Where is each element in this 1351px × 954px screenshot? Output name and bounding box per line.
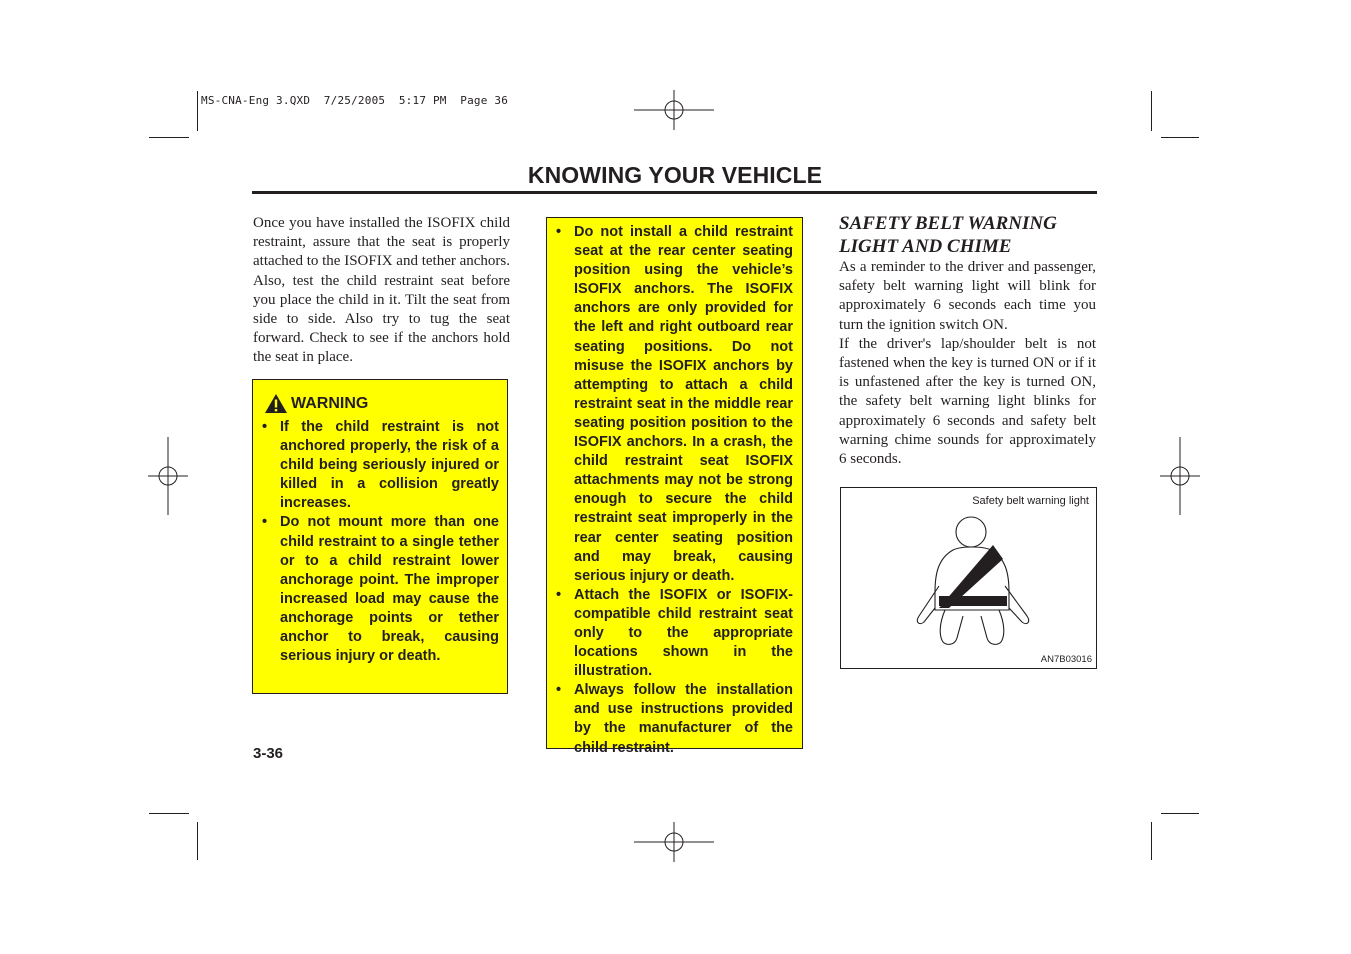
warning-item: • Always follow the installation and use instructions provided by the manufacturer of the child restraint. xyxy=(556,681,793,757)
registration-mark-top-icon xyxy=(634,90,714,130)
warning-continued-box xyxy=(546,217,803,756)
warning-triangle-icon xyxy=(264,393,288,414)
section-title: SAFETY BELT WARNING LIGHT AND CHIME xyxy=(839,213,1057,257)
registration-mark-right-icon xyxy=(1160,437,1200,515)
section-paragraph: If the driver's lap/shoulder belt is not fastened when the key is turned ON or if it is unfastened after the key is turned ON, the safety belt warning light blinks for approximately 6 seconds and safety belt warning chime sounds for approximately 6 seconds. xyxy=(839,335,1096,468)
figure-code: AN7B03016 xyxy=(1040,654,1092,665)
figure-label: Safety belt warning light xyxy=(972,495,1089,507)
warning-heading-text: WARNING xyxy=(291,394,369,412)
registration-mark-left-icon xyxy=(148,437,188,515)
section-paragraph: As a reminder to the driver and passenger, safety belt warning light will blink for approximately 6 seconds each time you turn the ignition switch ON. xyxy=(839,259,1096,333)
printer-slug: MS-CNA-Eng 3.QXD 7/25/2005 5:17 PM Page 36 xyxy=(201,94,509,107)
warning-item: • If the child restraint is not anchored properly, the risk of a child being seriously injured or killed in a collision greatly increases. xyxy=(262,418,499,513)
warning-item: • Do not install a child restraint seat at the rear center seating position using the vehicle’s ISOFIX anchors. The ISOFIX anchors are only provided for the left and right outboard rear seating positions. Do not misuse the ISOFIX anchors by attempting to attach a child restraint seat in the middle rear seating position position to the ISOFIX anchors. In a crash, the child restraint seat ISOFIX attachments may not be strong enough to secure the child restraint seat improperly in the rear center seating position and may break, causing serious injury or death. xyxy=(556,223,793,586)
seatbelt-warning-icon xyxy=(913,512,1033,648)
warning-box xyxy=(252,379,508,694)
title-rule xyxy=(252,191,1097,194)
warning-item: • Attach the ISOFIX or ISOFIX-compatible child restraint seat only to the appropriate locations shown in the illustration. xyxy=(556,586,793,681)
warning-continued-list xyxy=(556,223,793,758)
figure-box xyxy=(840,487,1097,669)
page-title: KNOWING YOUR VEHICLE xyxy=(527,162,823,188)
warning-list xyxy=(262,418,499,666)
section-body xyxy=(839,258,1096,469)
intro-paragraph: Once you have installed the ISOFIX child restraint, assure that the seat is properly attached to the ISOFIX and tether anchors. Also, test the child restraint seat before you place the child in it. Tilt the seat from side to side. Also try to tug the seat forward. Check to see if the anchors hold the seat in place. xyxy=(253,215,510,366)
registration-mark-bottom-icon xyxy=(634,822,714,862)
warning-item: • Do not mount more than one child restraint to a single tether or to a child restraint lower anchorage point. The improper increased load may cause the anchorage points or tether anchor to break, causing serious injury or death. xyxy=(262,513,499,666)
warning-heading xyxy=(264,393,368,414)
page-number: 3-36 xyxy=(253,745,284,762)
